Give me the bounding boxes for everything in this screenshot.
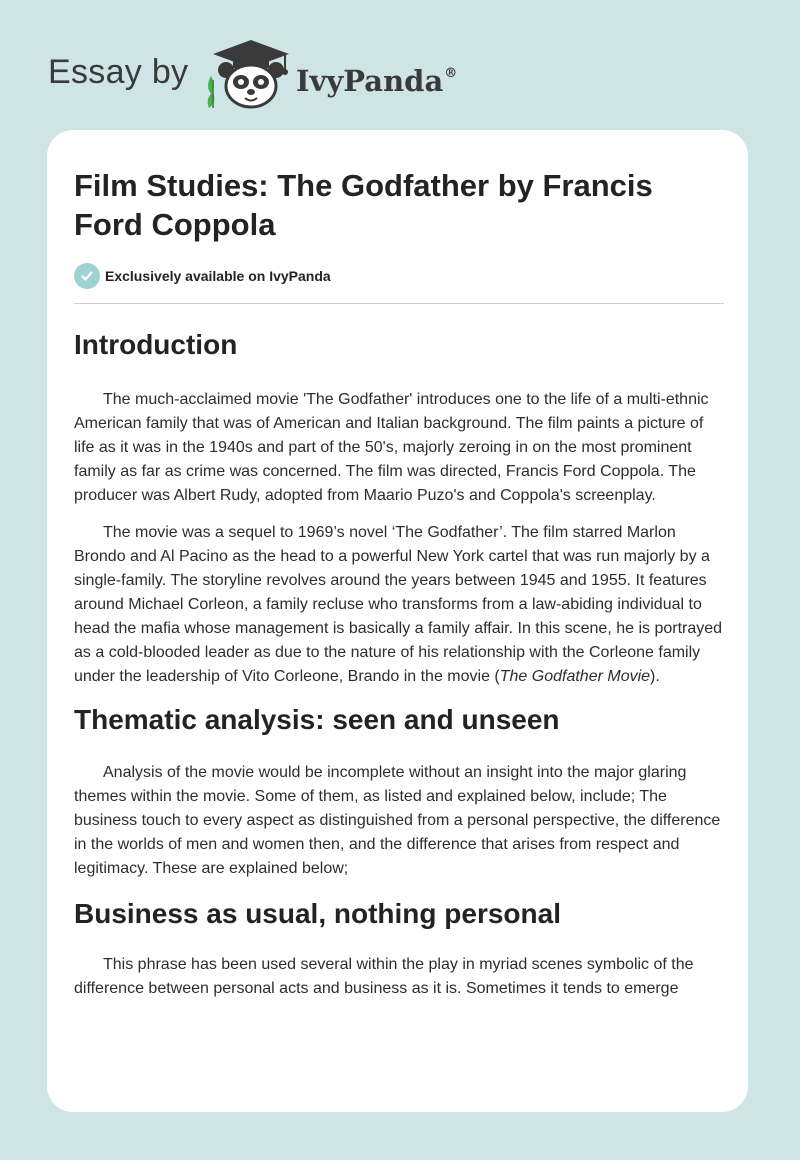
exclusive-badge-label: Exclusively available on IvyPanda	[105, 268, 331, 284]
section-thematic-analysis	[74, 699, 724, 881]
panda-logo-icon	[203, 36, 295, 110]
paragraph: The movie was a sequel to 1969’s novel ‘The Godfather’. The film starred Marlon Brondo and Al Pacino as the head to a powerful New York cartel that was run majorly by a single-family. The storyline revolves around the years between 1945 and 1955. It features around Michael Corleon, a family recluse who transforms from a law-abiding individual to head the mafia whose management is basically a family affair. In this scene, he is portrayed as a cold-blooded leader as due to the nature of his relationship with the Corleone family under the leadership of Vito Corleone, Brando in the movie (The Godfather Movie).	[74, 524, 723, 685]
section-heading: Business as usual, nothing personal	[74, 898, 561, 929]
check-icon	[74, 263, 100, 289]
brand-name: IvyPanda®	[296, 64, 458, 98]
paragraph: Analysis of the movie would be incomplete without an insight into the major glaring themes within the movie. Some of them, as listed and explained below, include; The business touch to every aspect as distinguished from a personal perspective, the difference in the worlds of men and women then, and the difference that arises from respect and legitimacy. These are explained below;	[74, 764, 721, 877]
exclusive-badge	[74, 263, 331, 289]
title-divider	[74, 303, 724, 304]
paragraph: The much-acclaimed movie 'The Godfather' introduces one to the life of a multi-ethnic American family that was of American and Italian background. The film paints a picture of life as it was in the 1940s and part of the 50's, majorly zeroing in on the most prominent family as far as crime was concerned. The film was directed, Francis Ford Coppola. The producer was Albert Rudy, adopted from Maario Puzo's and Coppola's screenplay.	[74, 391, 709, 504]
essay-card	[47, 130, 748, 1112]
site-brand[interactable]	[48, 30, 508, 110]
section-business-as-usual	[74, 893, 724, 1001]
section-heading: Thematic analysis: seen and unseen	[74, 704, 560, 735]
page-title: Film Studies: The Godfather by Francis Ford Coppola	[74, 168, 653, 242]
section-heading: Introduction	[74, 329, 238, 360]
essay-body	[74, 320, 724, 1001]
brand-prefix: Essay by	[48, 53, 189, 91]
paragraph: This phrase has been used several within the play in myriad scenes symbolic of the difference between personal acts and business as it is. Sometimes it tends to emerge	[74, 956, 694, 997]
section-introduction	[74, 324, 724, 689]
citation: The Godfather Movie	[499, 668, 651, 685]
